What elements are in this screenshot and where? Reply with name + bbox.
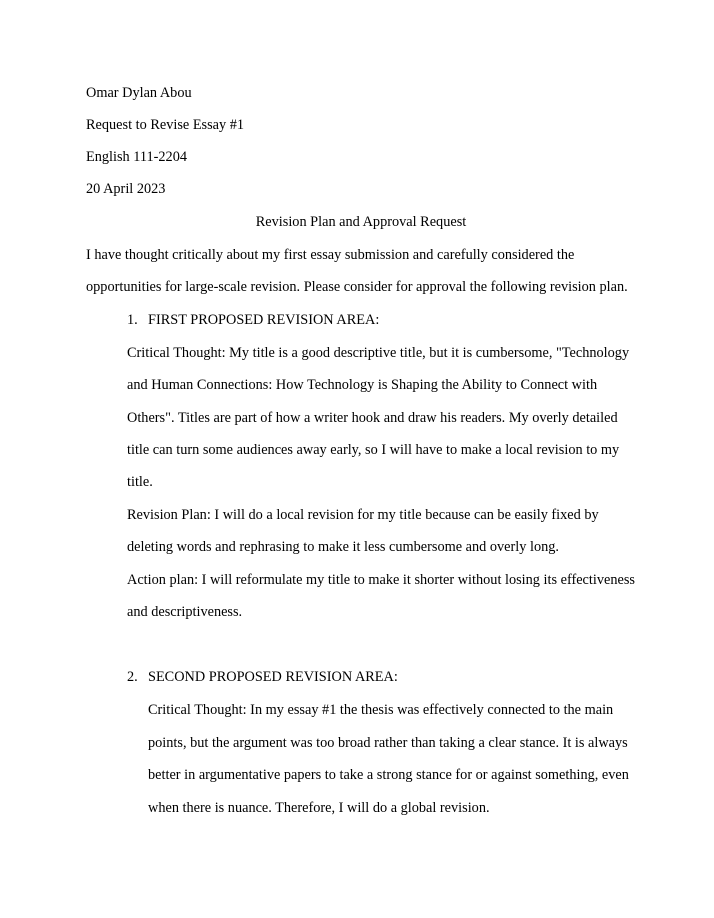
revision-plan-line: Revision Plan: I will do a local revision for my title because can be easily fixed by [127, 507, 599, 523]
intro-line: I have thought critically about my first essay submission and carefully considered the [86, 247, 575, 263]
document-date: 20 April 2023 [86, 181, 166, 197]
critical-thought-line: Critical Thought: In my essay #1 the thesis was effectively connected to the main [148, 702, 614, 718]
critical-thought-line: and Human Connections: How Technology is Shaping the Ability to Connect with [127, 377, 598, 393]
critical-thought-line: Others". Titles are part of how a writer hook and draw his readers. My overly detailed [127, 410, 618, 426]
document-subject: Request to Revise Essay #1 [86, 117, 245, 133]
critical-thought-line: Critical Thought: My title is a good descriptive title, but it is cumbersome, "Technology [127, 345, 630, 361]
list-number: 1. [127, 312, 138, 328]
critical-thought-line: better in argumentative papers to take a strong stance for or against something, even [148, 767, 629, 783]
critical-thought-line: when there is nuance. Therefore, I will do a global revision. [148, 800, 490, 816]
author-name: Omar Dylan Abou [86, 85, 192, 101]
revision-area-heading: SECOND PROPOSED REVISION AREA: [148, 669, 398, 685]
list-number: 2. [127, 669, 138, 685]
critical-thought-line: title can turn some audiences away early, so I will have to make a local revision to my [127, 442, 620, 458]
intro-line: opportunities for large-scale revision. Please consider for approval the following revision plan. [86, 279, 628, 295]
critical-thought-line: points, but the argument was too broad rather than taking a clear stance. It is always [148, 735, 628, 751]
action-plan-line: Action plan: I will reformulate my title to make it shorter without losing its effectiveness [127, 572, 635, 588]
action-plan-line: and descriptiveness. [127, 604, 243, 620]
revision-plan-line: deleting words and rephrasing to make it less cumbersome and overly long. [127, 539, 559, 555]
critical-thought-line: title. [127, 474, 153, 490]
revision-area-heading: FIRST PROPOSED REVISION AREA: [148, 312, 380, 328]
course-number: English 111-2204 [86, 149, 187, 165]
document-title: Revision Plan and Approval Request [255, 214, 467, 230]
